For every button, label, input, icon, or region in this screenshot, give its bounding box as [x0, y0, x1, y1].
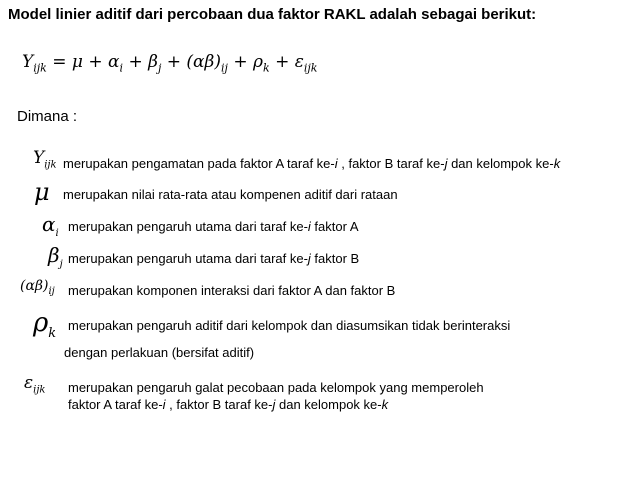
desc-y-part-b: , faktor B taraf ke- [337, 156, 445, 171]
model-rho-sub: k [263, 61, 270, 75]
desc-mu-text: merupakan nilai rata-rata atau kompenen aditif dari rataan [63, 187, 398, 202]
desc-alphabeta [68, 283, 395, 298]
desc-mu [63, 187, 398, 202]
symbol-mu [34, 178, 50, 206]
desc-beta-part-a: merupakan pengaruh utama dari taraf ke- [68, 251, 308, 266]
symbol-alpha-main: α [42, 212, 56, 236]
symbol-y [33, 148, 57, 170]
symbol-beta-main: β [48, 243, 60, 267]
symbol-epsilon-main: ε [24, 373, 34, 393]
model-epsilon-sub: ijk [303, 61, 318, 75]
desc-epsilon-i: i [162, 397, 166, 412]
desc-epsilon-j: j [272, 397, 276, 412]
desc-epsilon-part-a: faktor A taraf ke- [68, 397, 163, 412]
desc-beta-part-b: faktor B [310, 251, 360, 266]
model-y: Y [22, 52, 34, 72]
model-epsilon: ε [294, 52, 304, 72]
model-alphabeta-sub: ij [221, 61, 228, 75]
page-title: Model linier aditif dari percobaan dua faktor RAKL adalah sebagai berikut: [8, 6, 537, 23]
symbol-beta-sub: j [59, 259, 63, 270]
model-alpha-sub: i [119, 61, 124, 75]
model-equals: = [46, 52, 72, 72]
symbol-beta [48, 243, 63, 270]
symbol-epsilon-sub: ijk [33, 384, 46, 396]
symbol-rho [33, 308, 56, 341]
desc-beta [68, 251, 359, 266]
desc-y-j: j [444, 156, 448, 171]
desc-rho-line2 [64, 345, 254, 360]
model-plus-2: + [123, 52, 149, 72]
desc-y-part-a: merupakan pengamatan pada faktor A taraf ke- [63, 156, 335, 171]
desc-rho [68, 318, 510, 333]
model-mu: μ [71, 52, 83, 72]
desc-alpha-part-a: merupakan pengaruh utama dari taraf ke- [68, 219, 308, 234]
desc-epsilon-part-b: , faktor B taraf ke- [165, 397, 273, 412]
model-plus-1: + [82, 52, 109, 72]
desc-epsilon-text: merupakan pengaruh galat pecobaan pada kelompok yang memperoleh [68, 380, 484, 395]
symbol-mu-main: μ [34, 178, 50, 206]
desc-beta-j: j [307, 251, 311, 266]
desc-y-part-c: dan kelompok ke- [447, 156, 554, 171]
desc-epsilon [68, 380, 484, 395]
desc-alpha-part-b: faktor A [310, 219, 359, 234]
symbol-alphabeta-sub: ij [48, 285, 55, 297]
model-alphabeta: (αβ) [186, 52, 221, 72]
desc-alphabeta-text: merupakan komponen interaksi dari faktor A dan faktor B [68, 283, 396, 298]
desc-epsilon-part-c: dan kelompok ke- [275, 397, 382, 412]
model-plus-5: + [269, 52, 295, 72]
desc-y-k: k [553, 156, 561, 171]
model-y-sub: ijk [33, 61, 47, 75]
desc-y-i: i [334, 156, 338, 171]
symbol-rho-main: ρ [33, 308, 49, 338]
desc-epsilon-k: k [381, 397, 389, 412]
desc-alpha [68, 219, 359, 234]
model-beta-sub: j [157, 61, 162, 75]
symbol-epsilon [24, 373, 45, 395]
dimana-label: Dimana : [17, 108, 78, 125]
symbol-alpha [42, 212, 59, 239]
symbol-alphabeta [20, 278, 55, 297]
symbol-alpha-sub: i [55, 228, 59, 239]
symbol-alphabeta-main: (αβ) [20, 278, 49, 294]
symbol-y-main: Y [33, 148, 45, 168]
model-alpha: α [108, 52, 120, 72]
desc-epsilon-line2 [68, 397, 388, 412]
desc-y [63, 156, 560, 171]
model-equation [22, 52, 317, 74]
model-rho: ρ [253, 52, 263, 72]
symbol-y-sub: ijk [44, 159, 57, 171]
desc-rho-text-line2: dengan perlakuan (bersifat aditif) [64, 345, 255, 360]
symbol-rho-sub: k [48, 326, 57, 342]
model-beta: β [148, 52, 158, 72]
model-plus-3: + [161, 52, 187, 72]
desc-alpha-i: i [307, 219, 311, 234]
model-plus-4: + [227, 52, 253, 72]
desc-rho-text: merupakan pengaruh aditif dari kelompok dan diasumsikan tidak berinteraksi [68, 318, 511, 333]
